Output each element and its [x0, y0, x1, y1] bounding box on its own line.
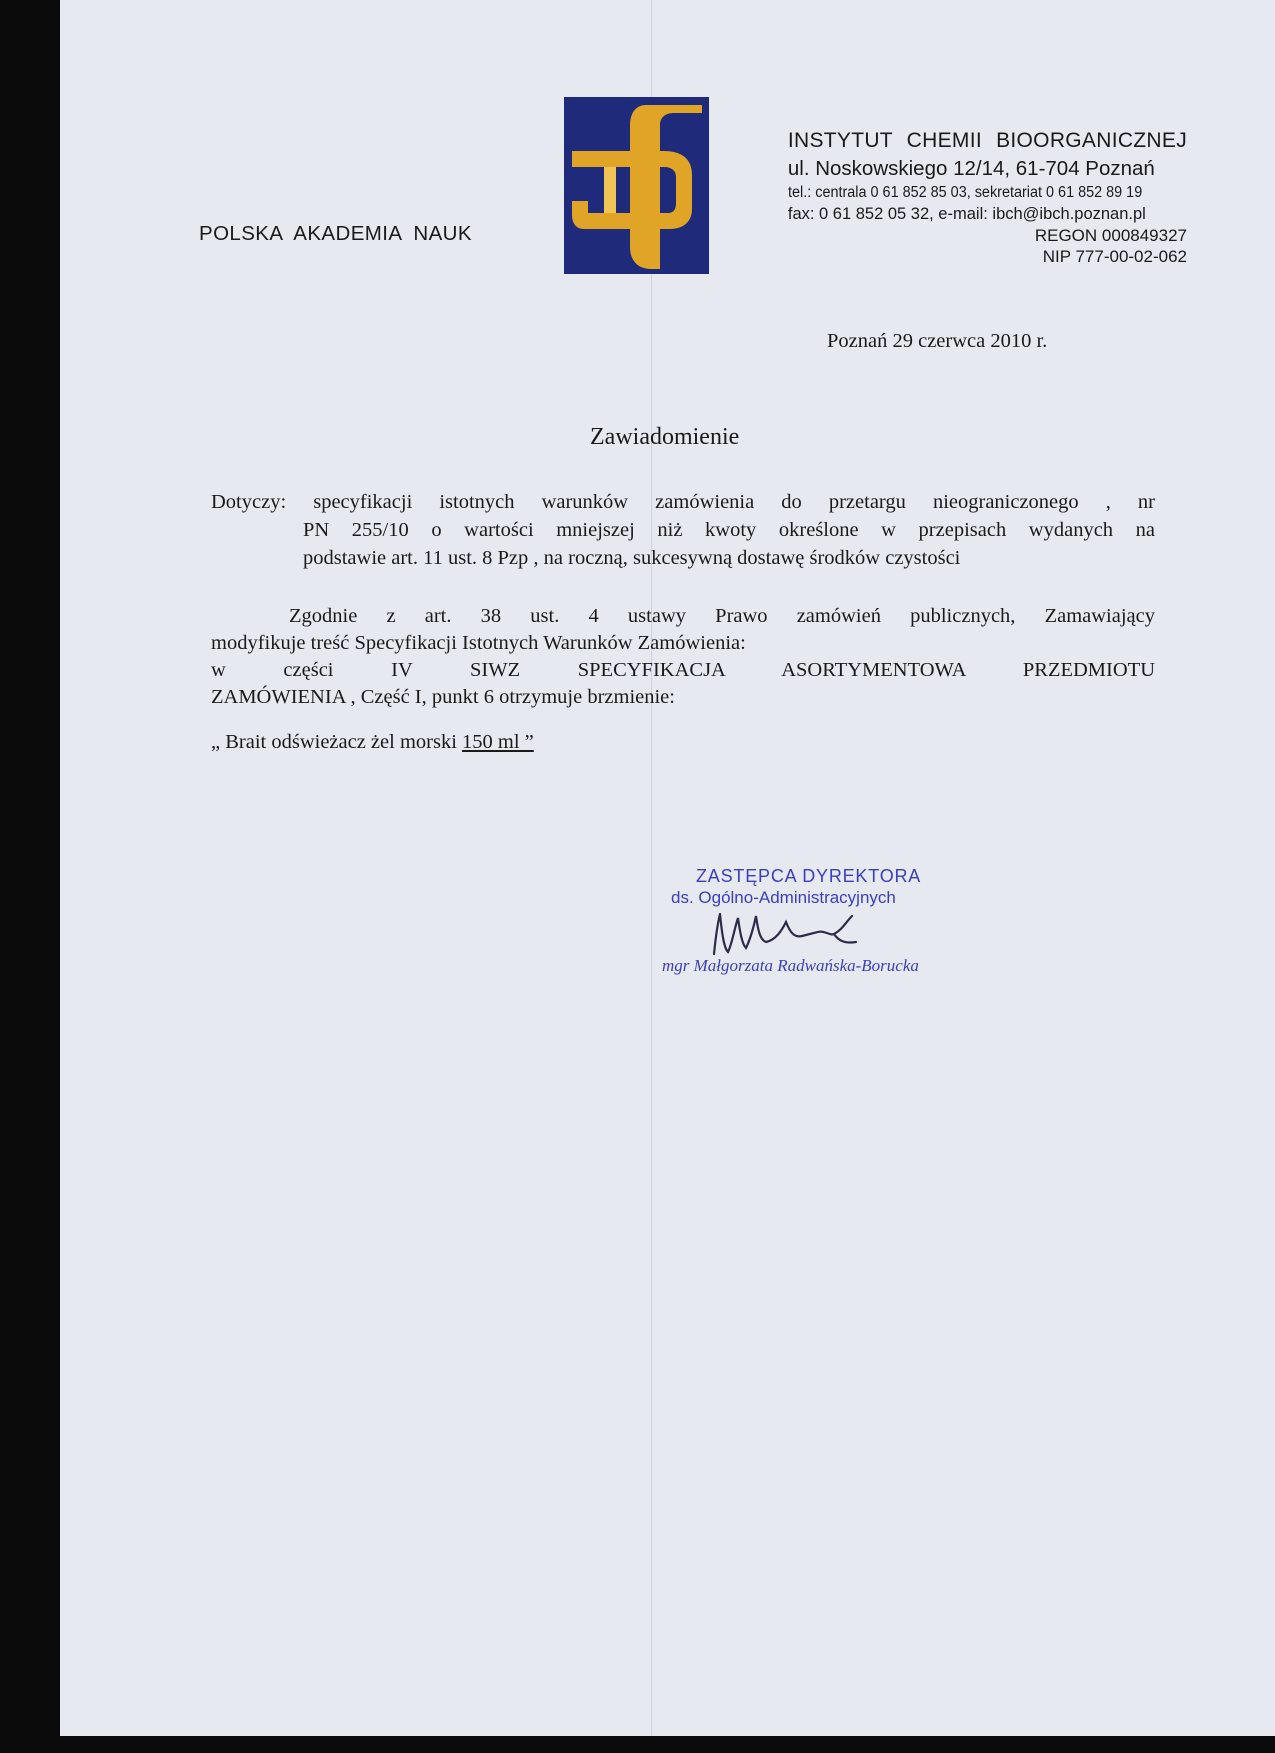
subject-line-2: PN 255/10 o wartości mniejszej niż kwoty określone w przepisach wydanych na — [303, 519, 1155, 541]
stamp-subtitle: ds. Ogólno-Administracyjnych — [671, 888, 896, 907]
body-line-3: w części IV SIWZ SPECYFIKACJA ASORTYMENTOWA PRZEDMIOTU — [211, 659, 1155, 681]
subject-text-1: specyfikacji istotnych warunków zamówienia do przetargu nieograniczonego , nr — [313, 491, 1155, 513]
body-line-4: ZAMÓWIENIA , Część I, punkt 6 otrzymuje brzmienie: — [211, 686, 675, 708]
body-line-2: modyfikuje treść Specyfikacji Istotnych Warunków Zamówienia: — [211, 632, 746, 654]
institute-telephone: tel.: centrala 0 61 852 85 03, sekretariat 0 61 852 89 19 — [787, 184, 1143, 201]
organization-name: POLSKA AKADEMIA NAUK — [199, 222, 472, 245]
ibch-logo-icon — [564, 97, 709, 274]
handwritten-signature — [706, 904, 866, 964]
stamp-title: ZASTĘPCA DYREKTORA — [696, 866, 922, 886]
institute-header — [788, 127, 1187, 267]
quoted-item-quantity: 150 ml ” — [462, 731, 534, 753]
official-stamp — [662, 866, 962, 986]
stamp-signatory-name: mgr Małgorzata Radwańska-Borucka — [662, 956, 919, 975]
institute-fax-email: fax: 0 61 852 05 32, e-mail: ibch@ibch.poznan.pl — [787, 205, 1146, 223]
document-date: Poznań 29 czerwca 2010 r. — [827, 330, 1048, 352]
institute-address: ul. Noskowskiego 12/14, 61-704 Poznań — [787, 157, 1155, 180]
quoted-item-text: „ Brait odświeżacz żel morski — [211, 731, 463, 753]
body-line-1: Zgodnie z art. 38 ust. 4 ustawy Prawo zamówień publicznych, Zamawiający — [289, 605, 1155, 627]
subject-label: Dotyczy: — [211, 491, 287, 513]
quoted-item — [211, 731, 534, 754]
scan-border-bottom — [0, 1736, 1275, 1753]
institute-regon: REGON 000849327 — [1034, 226, 1187, 245]
institute-name: INSTYTUT CHEMII BIOORGANICZNEJ — [787, 129, 1187, 152]
subject-paragraph — [211, 488, 1155, 572]
institute-nip: NIP 777-00-02-062 — [1042, 247, 1187, 266]
scan-border-left — [0, 0, 60, 1753]
subject-line-3: podstawie art. 11 ust. 8 Pzp , na roczną, sukcesywną dostawę środków czystości — [303, 547, 961, 569]
body-paragraph — [211, 603, 1155, 711]
subject-line-1 — [211, 488, 1155, 516]
document-title: Zawiadomienie — [590, 424, 740, 450]
